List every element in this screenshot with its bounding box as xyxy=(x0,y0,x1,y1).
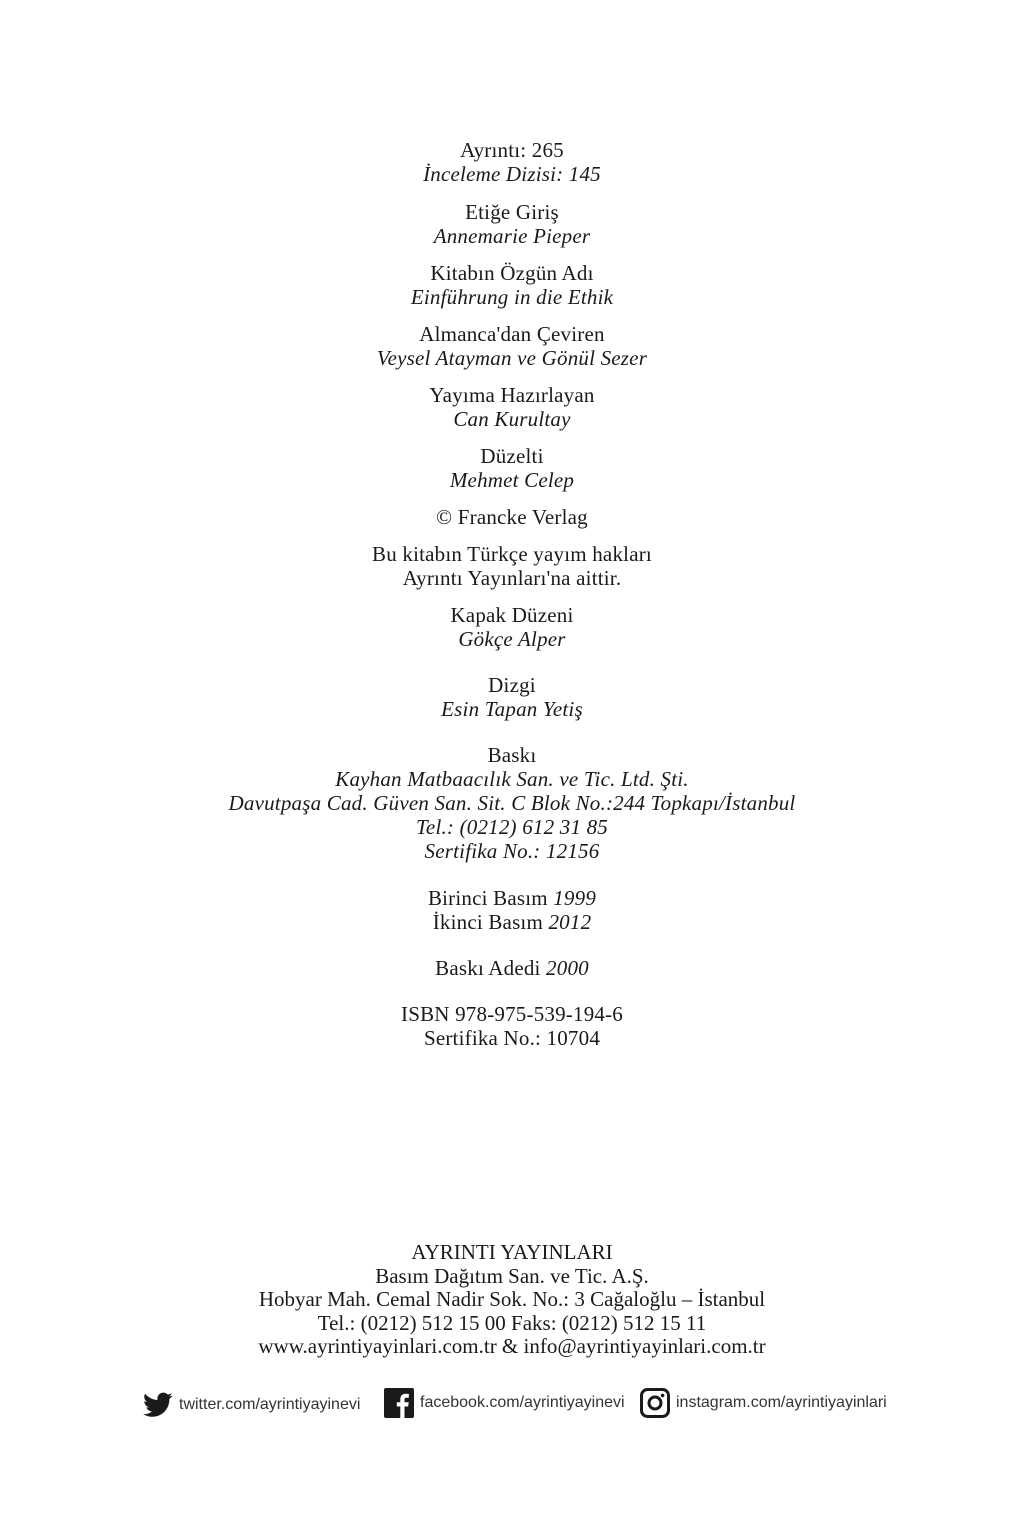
first-edition-year: 1999 xyxy=(553,886,597,910)
book-title: Etiğe Giriş xyxy=(465,200,559,224)
twitter-text: twitter.com/ayrintiyayinevi xyxy=(179,1396,361,1413)
translator-block xyxy=(0,322,1024,370)
facebook-link[interactable] xyxy=(384,1388,625,1418)
editor-label: Yayıma Hazırlayan xyxy=(429,383,595,407)
certificate: Sertifika No.: 10704 xyxy=(423,1026,601,1050)
second-edition-label: İkinci Basım xyxy=(432,910,544,934)
translators: Veysel Atayman ve Gönül Sezer xyxy=(376,346,648,370)
print-run-value: 2000 xyxy=(546,956,589,980)
original-title: Einführung in die Ethik xyxy=(410,285,614,309)
printer-certificate: Sertifika No.: 12156 xyxy=(424,839,600,863)
author: Annemarie Pieper xyxy=(433,224,591,248)
rights-line-1: Bu kitabın Türkçe yayım hakları xyxy=(372,542,652,566)
series-subtitle: İnceleme Dizisi: 145 xyxy=(423,162,601,186)
publisher-name: AYRINTI YAYINLARI xyxy=(411,1240,613,1264)
print-block xyxy=(0,743,1024,863)
colophon xyxy=(0,136,1024,1050)
cover-designer: Gökçe Alper xyxy=(458,627,566,651)
series-label: Ayrıntı: 265 xyxy=(460,138,564,162)
original-title-block xyxy=(0,261,1024,309)
proofreader-block xyxy=(0,444,1024,492)
printer-name: Kayhan Matbaacılık San. ve Tic. Ltd. Şti. xyxy=(335,767,689,791)
instagram-text: instagram.com/ayrintiyayinlari xyxy=(676,1394,887,1411)
print-run-label: Baskı Adedi xyxy=(435,956,541,980)
second-edition-year: 2012 xyxy=(548,910,592,934)
copyright: © Francke Verlag xyxy=(436,505,588,529)
cover-label: Kapak Düzeni xyxy=(450,603,574,627)
printer-address: Davutpaşa Cad. Güven San. Sit. C Blok No.:244 Topkapı/İstanbul xyxy=(228,791,796,815)
rights-line-2: Ayrıntı Yayınları'na aittir. xyxy=(402,566,622,590)
original-title-label: Kitabın Özgün Adı xyxy=(430,261,594,285)
edition-block xyxy=(0,886,1024,934)
copyright-block xyxy=(0,505,1024,529)
typesetter: Esin Tapan Yetiş xyxy=(441,697,583,721)
social-links xyxy=(0,1388,1024,1428)
editor-block xyxy=(0,383,1024,431)
series-block xyxy=(0,138,1024,186)
typesetting-block xyxy=(0,673,1024,721)
second-edition xyxy=(0,910,1024,934)
isbn-block xyxy=(0,1002,1024,1050)
first-edition-label: Birinci Basım xyxy=(427,886,548,910)
editor: Can Kurultay xyxy=(453,407,571,431)
instagram-link[interactable] xyxy=(640,1388,887,1418)
print-run-block xyxy=(0,956,1024,980)
cover-block xyxy=(0,603,1024,651)
facebook-text: facebook.com/ayrintiyayinevi xyxy=(420,1394,625,1411)
twitter-link[interactable] xyxy=(143,1392,360,1418)
first-edition xyxy=(0,886,1024,910)
publisher-web-email: www.ayrintiyayinlari.com.tr & info@ayrintiyayinlari.com.tr xyxy=(258,1334,766,1358)
rights-block xyxy=(0,542,1024,590)
translator-label: Almanca'dan Çeviren xyxy=(419,322,605,346)
printer-phone: Tel.: (0212) 612 31 85 xyxy=(415,815,609,839)
facebook-icon xyxy=(384,1388,414,1418)
typesetting-label: Dizgi xyxy=(488,673,536,697)
publisher-info xyxy=(0,1241,1024,1359)
proofreader: Mehmet Celep xyxy=(449,468,575,492)
publisher-phone-fax: Tel.: (0212) 512 15 00 Faks: (0212) 512 15 11 xyxy=(317,1310,707,1335)
print-run xyxy=(0,956,1024,980)
twitter-icon xyxy=(143,1392,173,1418)
publisher-address: Hobyar Mah. Cemal Nadir Sok. No.: 3 Cağaloğlu – İstanbul xyxy=(258,1287,766,1311)
print-label: Baskı xyxy=(487,743,537,767)
publisher-company: Basım Dağıtım San. ve Tic. A.Ş. xyxy=(375,1263,649,1288)
isbn: ISBN 978-975-539-194-6 xyxy=(401,1002,623,1026)
title-block xyxy=(0,200,1024,248)
instagram-icon xyxy=(640,1388,670,1418)
proofreader-label: Düzelti xyxy=(480,444,544,468)
